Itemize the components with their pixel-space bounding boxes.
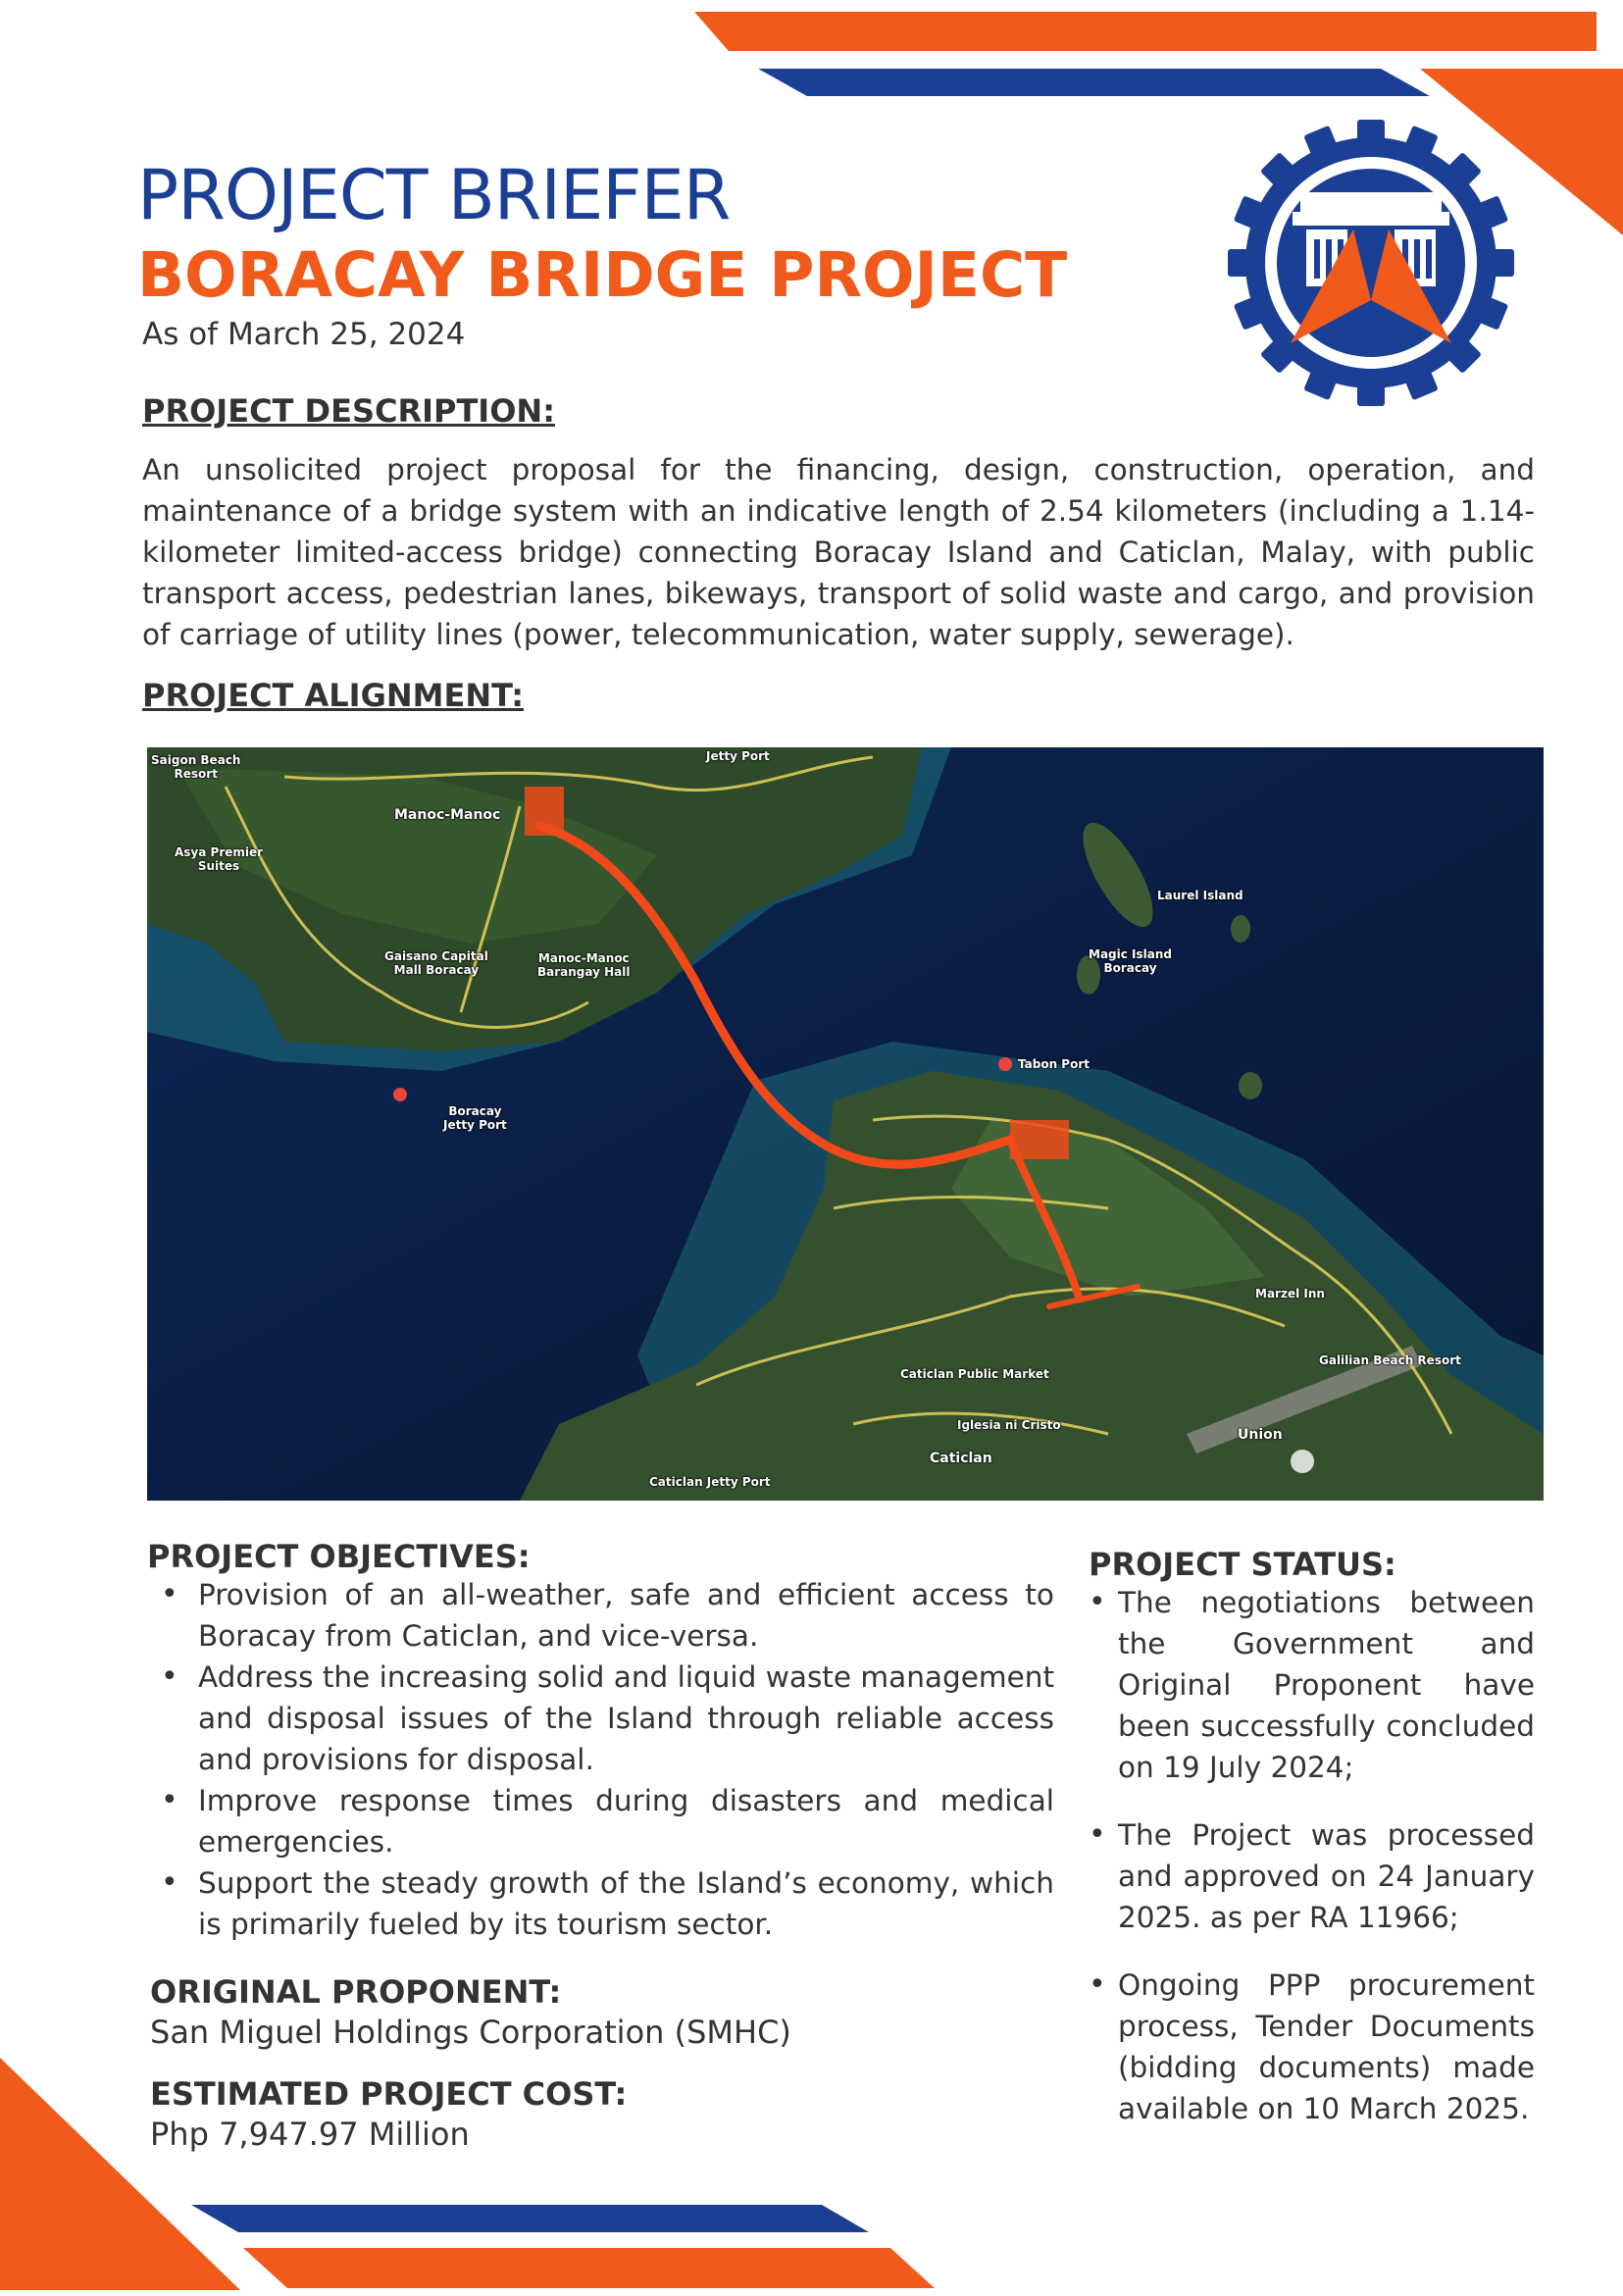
objective-item: • Improve response times during disasters and medical emergencies. <box>157 1780 1054 1862</box>
objective-item: • Address the increasing solid and liquid waste management and disposal issues of the Island through reliable access and provisions for disposal. <box>157 1657 1054 1780</box>
map-label-public-market: Caticlan Public Market <box>900 1367 1049 1381</box>
description-text: An unsolicited project proposal for the financing, design, construction, operation, and maintenance of a bridge system with an indicative length of 2.54 kilometers (including a 1.14-kilometer limited-access bridge) connecting Boracay Island and Caticlan, Malay, with public transport access, pedestrian lanes, bikeways, transport of solid waste and cargo, and provision of carriage of utility lines (power, telecommunication, water supply, sewerage). <box>142 453 1535 651</box>
map-label-manoc: Manoc-Manoc <box>394 807 501 823</box>
map-label-jetty-port: Jetty Port <box>706 749 770 763</box>
map-label-caticlan-jetty: Caticlan Jetty Port <box>649 1475 771 1489</box>
tabon-pin-icon <box>998 1057 1012 1071</box>
map-label-caticlan: Caticlan <box>930 1451 992 1466</box>
proponent-value: San Miguel Holdings Corporation (SMHC) <box>150 2014 791 2051</box>
map-label-saigon: Saigon Beach Resort <box>151 753 241 781</box>
map-label-boracay-jetty: Boracay Jetty Port <box>443 1104 507 1132</box>
bottom-orange-stripe <box>243 2248 935 2288</box>
top-navy-stripe <box>758 69 1430 96</box>
status-heading: PROJECT STATUS: <box>1089 1546 1396 1583</box>
objectives-list <box>157 1574 1054 1945</box>
map-label-galilian: Galilian Beach Resort <box>1319 1353 1461 1367</box>
cost-heading: ESTIMATED PROJECT COST: <box>150 2075 628 2113</box>
map-label-magic: Magic Island Boracay <box>1089 947 1172 975</box>
status-item: • The negotiations between the Government and Original Proponent have been successfully concluded on 19 July 2024; <box>1089 1582 1535 1788</box>
map-label-barangay: Manoc-Manoc Barangay Hall <box>537 951 631 979</box>
objective-item: • Provision of an all-weather, safe and efficient access to Boracay from Caticlan, and vice-versa. <box>157 1574 1054 1657</box>
map-label-asya: Asya Premier Suites <box>175 845 264 873</box>
jetty-pin-icon <box>393 1088 407 1101</box>
description-heading: PROJECT DESCRIPTION: <box>142 392 555 430</box>
airport-icon <box>1291 1450 1314 1473</box>
map-label-iglesia: Iglesia ni Cristo <box>957 1418 1061 1432</box>
satellite-map-image <box>147 747 1544 1501</box>
map-label-tabon: Tabon Port <box>1018 1057 1090 1071</box>
objective-item: • Support the steady growth of the Island’s economy, which is primarily fueled by its tourism sector. <box>157 1862 1054 1945</box>
map-label-laurel: Laurel Island <box>1157 889 1243 902</box>
status-list <box>1089 1582 1535 2156</box>
cost-value: Php 7,947.97 Million <box>150 2116 470 2153</box>
dpwh-gear-logo-icon <box>1224 116 1518 410</box>
map-label-marzel: Marzel Inn <box>1255 1287 1325 1301</box>
alignment-map <box>147 747 1544 1501</box>
bottom-navy-stripe <box>191 2205 869 2232</box>
map-label-gaisano: Gaisano Capital Mall Boracay <box>384 949 488 977</box>
briefer-title: PROJECT BRIEFER <box>137 155 731 235</box>
status-item: • The Project was processed and approved on 24 January 2025. as per RA 11966; <box>1089 1814 1535 1938</box>
project-title: BORACAY BRIDGE PROJECT <box>137 239 1068 311</box>
as-of-date: As of March 25, 2024 <box>142 317 466 352</box>
top-orange-stripe <box>694 12 1597 51</box>
proponent-heading: ORIGINAL PROPONENT: <box>150 1973 562 2011</box>
objectives-heading: PROJECT OBJECTIVES: <box>147 1538 531 1575</box>
status-item: • Ongoing PPP procurement process, Tender Documents (bidding documents) made available on 10 March 2025. <box>1089 1964 1535 2129</box>
map-label-union: Union <box>1238 1427 1283 1443</box>
alignment-heading: PROJECT ALIGNMENT: <box>142 677 524 714</box>
